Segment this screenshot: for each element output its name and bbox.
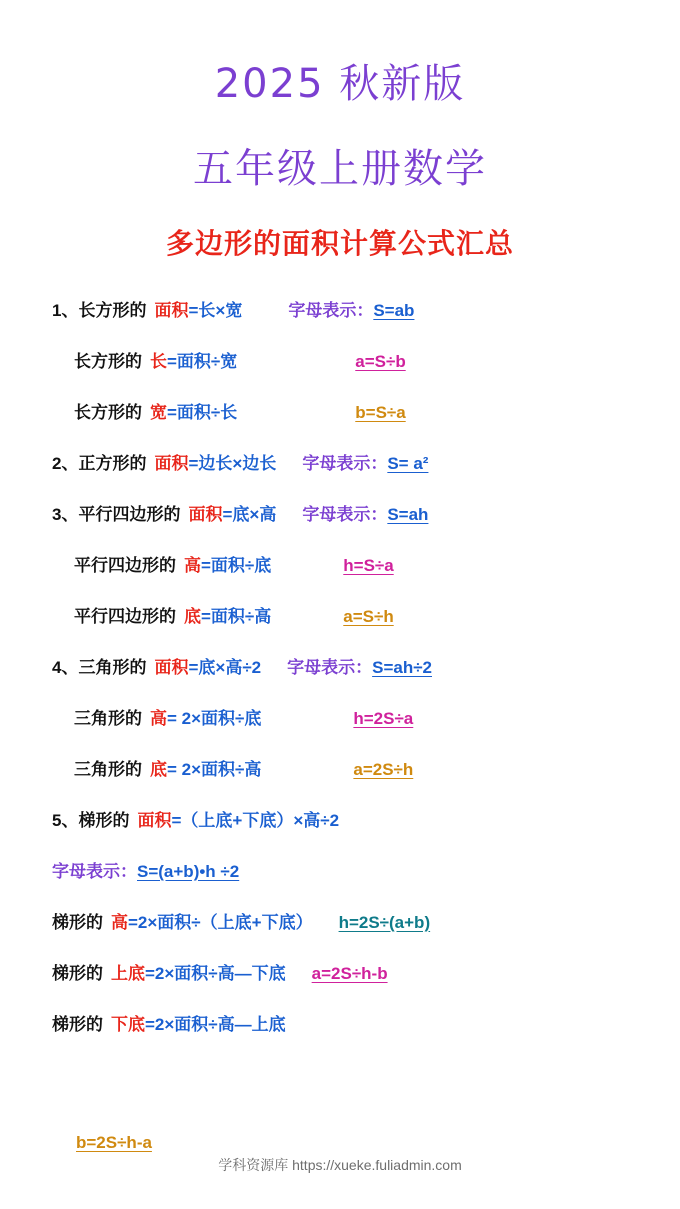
letter-formula: h=S÷a — [343, 556, 394, 575]
equation: =底×高÷2 — [188, 658, 262, 677]
letter-formula: h=2S÷(a+b) — [338, 913, 431, 932]
equation: =面积÷高 — [201, 607, 272, 626]
equation: =面积÷长 — [167, 403, 238, 422]
page-title-line1: 2025 秋新版 — [214, 61, 466, 107]
quantity-name: 下底 — [111, 1015, 145, 1034]
shape-name: 梯形的 — [52, 964, 103, 983]
formula-row — [52, 959, 646, 1010]
letter-expression-row — [52, 857, 646, 908]
letter-formula: h=2S÷a — [353, 709, 414, 728]
equation: =2×面积÷高—上底 — [145, 1015, 286, 1034]
item-index: 2、 — [52, 454, 79, 473]
shape-name: 梯形的 — [52, 913, 103, 932]
shape-name: 三角形的 — [78, 658, 147, 677]
formula-list — [0, 296, 680, 1061]
equation: =2×面积÷（上底+下底） — [128, 913, 313, 932]
item-index: 4、 — [52, 658, 79, 677]
letter-formula: a=S÷b — [355, 352, 406, 371]
formula-row — [52, 347, 646, 398]
quantity-name: 底 — [184, 607, 201, 626]
page-subtitle: 多边形的面积计算公式汇总 — [165, 227, 514, 260]
quantity-name: 上底 — [111, 964, 145, 983]
quantity-name: 面积 — [188, 505, 223, 524]
letter-formula: S=ah÷2 — [372, 658, 432, 677]
formula-row — [52, 704, 646, 755]
formula-row — [52, 500, 646, 551]
letter-label: 字母表示： — [287, 658, 373, 677]
equation: =面积÷底 — [201, 556, 272, 575]
quantity-name: 高 — [150, 709, 167, 728]
quantity-name: 面积 — [154, 301, 189, 320]
letter-label: 字母表示： — [288, 301, 374, 320]
equation: =（上底+下底）×高÷2 — [171, 811, 340, 830]
letter-formula: a=S÷h — [343, 607, 394, 626]
watermark-text: 学科资源库 https://xueke.fuliadmin.com — [218, 1157, 462, 1173]
formula-row — [52, 908, 646, 959]
shape-name: 长方形的 — [74, 403, 142, 422]
item-index: 5、 — [52, 811, 79, 830]
equation: =面积÷宽 — [167, 352, 238, 371]
shape-name: 平行四边形的 — [74, 607, 176, 626]
shape-name: 梯形的 — [78, 811, 130, 830]
page-title-line2: 五年级上册数学 — [193, 146, 487, 192]
shape-name: 正方形的 — [78, 454, 147, 473]
letter-formula: S= a² — [387, 454, 429, 473]
quantity-name: 面积 — [137, 811, 172, 830]
letter-formula: S=ab — [373, 301, 415, 320]
letter-label: 字母表示： — [302, 454, 388, 473]
formula-row — [52, 296, 646, 347]
quantity-name: 底 — [150, 760, 167, 779]
shape-name: 平行四边形的 — [74, 556, 176, 575]
quantity-name: 高 — [184, 556, 201, 575]
formula-row — [52, 449, 646, 500]
formula-row — [52, 806, 646, 857]
letter-formula: a=2S÷h — [353, 760, 414, 779]
shape-name: 三角形的 — [74, 709, 142, 728]
trapezoid-tail-formula: b=2S÷h-a — [76, 1133, 152, 1152]
quantity-name: 面积 — [154, 454, 189, 473]
letter-formula: S=(a+b)•h ÷2 — [137, 862, 240, 881]
quantity-name: 高 — [111, 913, 128, 932]
quantity-name: 面积 — [154, 658, 189, 677]
item-index: 1、 — [52, 301, 79, 320]
shape-name: 平行四边形的 — [78, 505, 181, 524]
letter-formula: b=S÷a — [355, 403, 406, 422]
equation: =边长×边长 — [188, 454, 277, 473]
formula-row — [52, 551, 646, 602]
equation: =2×面积÷高—下底 — [145, 964, 286, 983]
shape-name: 梯形的 — [52, 1015, 103, 1034]
equation: =底×高 — [222, 505, 277, 524]
letter-label: 字母表示： — [302, 505, 388, 524]
equation: =长×宽 — [188, 301, 243, 320]
shape-name: 长方形的 — [74, 352, 142, 371]
letter-label: 字母表示： — [52, 862, 137, 881]
shape-name: 三角形的 — [74, 760, 142, 779]
formula-row — [52, 653, 646, 704]
formula-row — [52, 398, 646, 449]
shape-name: 长方形的 — [78, 301, 147, 320]
equation: = 2×面积÷底 — [167, 709, 262, 728]
equation: = 2×面积÷高 — [167, 760, 262, 779]
formula-row — [52, 1010, 646, 1061]
item-index: 3、 — [52, 505, 79, 524]
quantity-name: 宽 — [150, 403, 167, 422]
letter-formula: a=2S÷h-b — [311, 964, 388, 983]
formula-row — [52, 602, 646, 653]
quantity-name: 长 — [150, 352, 167, 371]
formula-row — [52, 755, 646, 806]
letter-formula: S=ah — [387, 505, 429, 524]
